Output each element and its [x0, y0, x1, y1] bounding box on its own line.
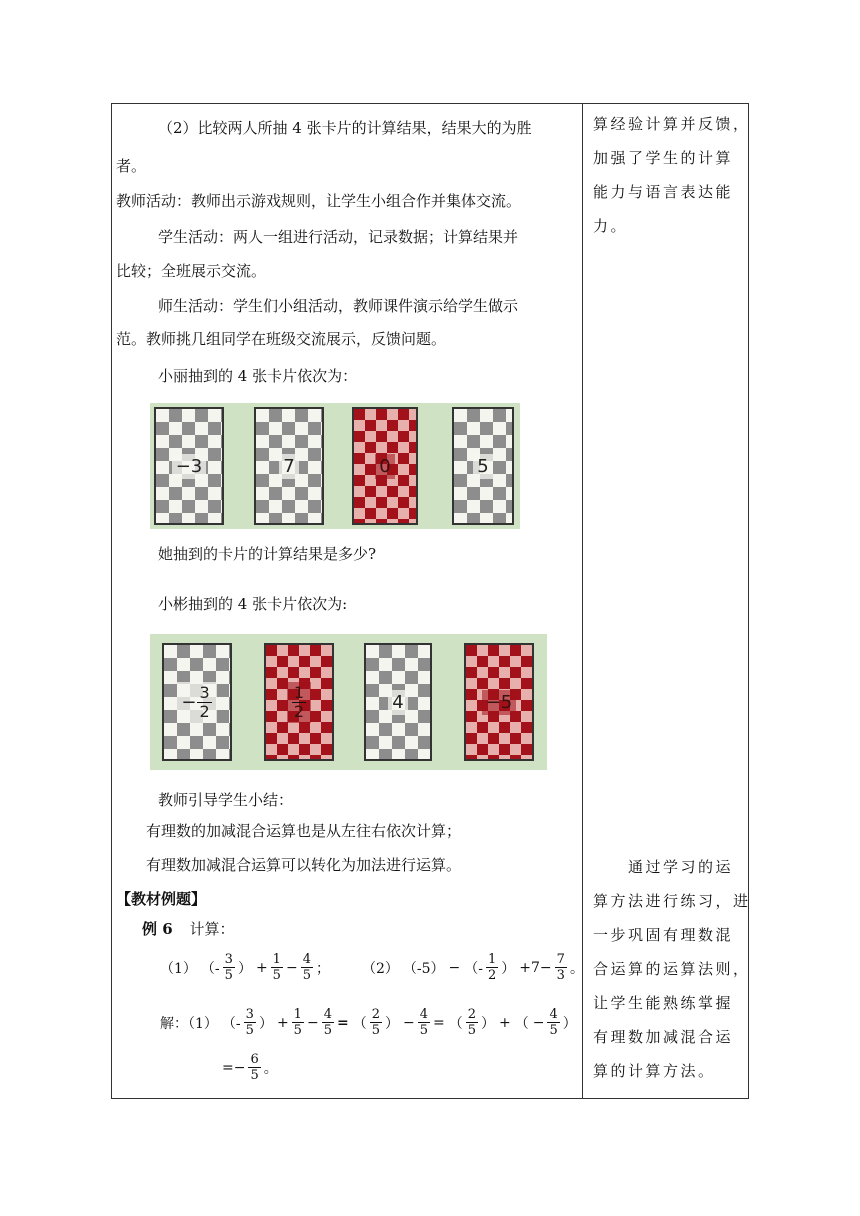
side-note-bottom-5: 让学生能熟练掌握	[593, 994, 734, 1012]
op: （	[352, 1015, 367, 1032]
frac-den: 5	[245, 1023, 254, 1038]
op: ）	[258, 1015, 273, 1032]
frac-den: 5	[549, 1023, 558, 1038]
op: =−	[222, 1059, 246, 1076]
card-2-value: 7	[279, 454, 298, 479]
card-8-value: −5	[482, 690, 517, 715]
fraction	[418, 1007, 430, 1038]
fraction	[486, 952, 498, 983]
card-8	[464, 643, 534, 761]
frac-den: 5	[323, 1023, 332, 1038]
fraction	[244, 1007, 256, 1038]
xiaoli-cards-image	[150, 403, 520, 529]
op: +7−	[519, 959, 552, 976]
op: （	[514, 1015, 529, 1032]
card-4-value: 5	[473, 454, 492, 479]
exercise-2-label: （2）	[361, 960, 399, 977]
card-6-value	[287, 682, 311, 723]
main-column	[112, 104, 582, 1098]
side-note-top-4: 力。	[593, 217, 629, 235]
frac-num: 4	[419, 1007, 428, 1022]
op: （-	[464, 960, 483, 977]
frac-num: 4	[302, 952, 311, 967]
op: +	[276, 1014, 289, 1031]
card-1-value: −3	[172, 454, 207, 479]
side-note-bottom-6: 有理数加减混合运	[593, 1028, 734, 1046]
op: （-	[221, 1015, 241, 1032]
example-text: 计算：	[189, 920, 235, 938]
op: −	[285, 959, 298, 976]
fraction	[248, 1052, 260, 1083]
fraction	[547, 1007, 559, 1038]
op: +	[255, 959, 268, 976]
op: 。	[263, 1060, 278, 1077]
card-3-value: 0	[375, 454, 394, 479]
op: ）	[562, 1015, 577, 1032]
exercise-row	[158, 952, 586, 983]
card-1	[154, 407, 224, 525]
op: 。	[569, 960, 584, 977]
card-7	[364, 643, 432, 761]
frac-num: 3	[245, 1007, 254, 1022]
op: （-5）	[402, 960, 445, 977]
card-5	[162, 643, 232, 761]
summary-title: 教师引导学生小结：	[158, 791, 294, 809]
frac-num: 4	[549, 1007, 558, 1022]
side-note-bottom-7: 算的计算方法。	[593, 1062, 716, 1080]
card-6-num: 1	[293, 682, 305, 702]
frac-num: 7	[556, 952, 565, 967]
side-note-top-3: 能力与语言表达能	[593, 183, 734, 201]
op: ）	[501, 960, 516, 977]
card-5-fraction	[197, 684, 211, 721]
card-4	[452, 407, 514, 525]
solution-row-2	[220, 1052, 280, 1083]
frac-den: 5	[250, 1068, 259, 1083]
solution-label: 解：（1）	[160, 1015, 218, 1032]
summary-point-1: 有理数的加减混合运算也是从左往右依次计算；	[146, 822, 462, 840]
op: （	[448, 1015, 463, 1032]
paragraph-teacher-activity: 教师活动：教师出示游戏规则，让学生小组合作并集体交流。	[116, 192, 522, 210]
side-note-top-2: 加强了学生的计算	[593, 149, 734, 167]
frac-num: 1	[488, 952, 497, 967]
card-6-fraction	[292, 684, 306, 721]
paragraph-student-activity: 学生活动：两人一组进行活动，记录数据；计算结果并	[158, 228, 519, 246]
fraction	[555, 952, 567, 983]
op: ）	[237, 960, 252, 977]
fraction	[322, 1007, 334, 1038]
frac-num: 6	[250, 1052, 259, 1067]
lesson-table	[111, 103, 749, 1099]
card-5-sign: −	[181, 691, 197, 713]
side-note-bottom-2: 算方法进行练习，进	[593, 892, 751, 910]
op: ；	[315, 960, 330, 977]
side-note-bottom-3: 一步巩固有理数混	[593, 926, 734, 944]
card-2	[254, 407, 324, 525]
solution-row-1	[158, 1007, 579, 1038]
summary-point-2: 有理数加减混合运算可以转化为加法进行运算。	[146, 856, 462, 874]
paragraph-rule-2: （2）比较两人所抽 4 张卡片的计算结果，结果大的为胜	[158, 119, 532, 137]
xiaobin-cards-intro: 小彬抽到的 4 张卡片依次为:	[158, 595, 348, 613]
card-5-den: 2	[199, 701, 210, 721]
frac-num: 1	[293, 1007, 302, 1022]
example-heading	[142, 919, 234, 939]
paragraph-teacher-student-activity: 师生活动：学生们小组活动，教师课件演示给学生做示	[158, 297, 519, 315]
op: =	[336, 1014, 349, 1031]
xiaoli-cards-intro: 小丽抽到的 4 张卡片依次为：	[158, 367, 358, 385]
frac-den: 5	[371, 1023, 380, 1038]
op: （-	[200, 960, 220, 977]
frac-num: 3	[224, 952, 233, 967]
question-xiaoli: 她抽到的卡片的计算结果是多少?	[158, 545, 377, 563]
op: −	[306, 1014, 319, 1031]
xiaobin-cards-image	[150, 634, 547, 770]
paragraph-rule-2-cont: 者。	[116, 157, 147, 175]
frac-num: 4	[323, 1007, 332, 1022]
card-5-num: 3	[199, 682, 210, 702]
frac-den: 5	[293, 1023, 302, 1038]
fraction	[301, 952, 313, 983]
frac-den: 5	[302, 968, 311, 983]
card-6	[264, 643, 334, 761]
card-5-value	[177, 682, 216, 723]
fraction	[223, 952, 235, 983]
frac-num: 2	[371, 1007, 380, 1022]
paragraph-teacher-student-activity-cont: 范。教师挑几组同学在班级交流展示，反馈问题。	[116, 330, 447, 348]
frac-den: 2	[488, 968, 497, 983]
side-note-bottom-4: 合运算的运算法则，	[593, 960, 751, 978]
op: ）	[481, 1015, 496, 1032]
fraction	[370, 1007, 382, 1038]
card-6-den: 2	[293, 701, 305, 721]
frac-num: 2	[467, 1007, 477, 1022]
fraction	[271, 952, 283, 983]
op: −	[448, 959, 461, 976]
card-3	[352, 407, 418, 525]
side-note-bottom-1: 通过学习的运	[593, 858, 734, 876]
exercise-1-label: （1）	[160, 960, 197, 977]
frac-den: 5	[224, 968, 233, 983]
op: +	[499, 1014, 511, 1031]
side-column	[583, 104, 749, 1098]
side-note-top-1: 算经验计算并反馈，	[593, 115, 751, 133]
section-title: 【教材例题】	[116, 890, 207, 908]
frac-num: 1	[272, 952, 281, 967]
op: −	[532, 1014, 545, 1031]
frac-den: 5	[467, 1023, 477, 1038]
op: ）	[384, 1015, 399, 1032]
op: −	[402, 1014, 415, 1031]
example-label: 例 6	[142, 920, 173, 938]
op: =	[433, 1014, 445, 1031]
frac-den: 3	[556, 968, 565, 983]
fraction	[466, 1007, 478, 1038]
frac-den: 5	[419, 1023, 428, 1038]
paragraph-student-activity-cont: 比较；全班展示交流。	[116, 262, 267, 280]
fraction	[292, 1007, 304, 1038]
frac-den: 5	[272, 968, 281, 983]
card-7-value: 4	[388, 690, 407, 715]
